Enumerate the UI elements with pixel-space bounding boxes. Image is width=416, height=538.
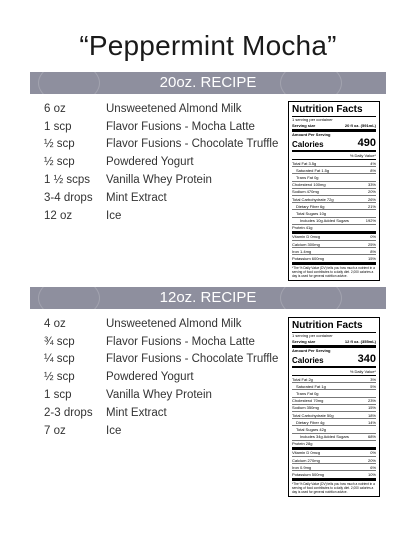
nutrient-row: [292, 255, 376, 264]
nutrient-label: Protein 28g: [292, 441, 313, 447]
nutrient-label: Saturated Fat 1.5g: [296, 167, 330, 173]
ingredient-name: Flavor Fusions - Chocolate Truffle: [106, 138, 279, 151]
nutrition-label-12oz: [288, 317, 380, 497]
calories-value: 490: [357, 137, 376, 149]
nutrient-row: [292, 203, 376, 210]
daily-value-header: % Daily Value*: [292, 152, 376, 160]
nutrient-row: [292, 419, 376, 426]
serving-size-value: 12 fl oz. (355mL): [344, 339, 376, 344]
ingredient-name: Vanilla Whey Protein: [106, 389, 212, 402]
ingredient-row: [44, 100, 284, 118]
ingredient-qty: 4 oz: [44, 317, 66, 330]
nutrient-label: Dietary Fiber 6g: [296, 203, 325, 209]
ingredient-row: [44, 171, 284, 189]
nutrient-label: Includes 34g Added Sugars: [300, 434, 349, 440]
nutrient-label: Potassium 500mg: [292, 472, 325, 478]
nutrient-label: Includes 10g Added Sugars: [300, 218, 349, 224]
nutrient-dv: 18%: [367, 412, 376, 418]
ingredient-name: Ice: [106, 424, 122, 437]
nutrition-heading: Nutrition Facts: [292, 104, 376, 117]
serving-size: [292, 338, 376, 348]
nutrient-label: Cholesterol 100mg: [292, 182, 326, 188]
ingredient-qty: 6 oz: [44, 102, 66, 115]
nutrient-label: Saturated Fat 1g: [296, 383, 326, 389]
calories-value: 340: [357, 353, 376, 365]
nutrient-row: [292, 471, 376, 480]
nutrient-row: [292, 426, 376, 433]
ingredient-qty: ¼ scp: [44, 353, 75, 366]
ingredient-row: [44, 136, 284, 154]
recipe-header: 12oz. RECIPE: [159, 289, 257, 306]
ingredient-row: [44, 404, 284, 422]
ingredient-qty: 1 scp: [44, 120, 72, 133]
ingredient-qty: 2-3 drops: [44, 406, 93, 419]
nutrient-row: [292, 390, 376, 397]
ingredient-row: [44, 207, 284, 225]
servings-per-container: 1 serving per container: [292, 333, 333, 338]
nutrient-row: [292, 241, 376, 248]
nutrient-dv: 33%: [367, 182, 376, 188]
swirl-decoration: [280, 287, 342, 309]
nutrient-dv: 10%: [367, 472, 376, 478]
ingredient-qty: ½ scp: [44, 371, 75, 384]
nutrient-row: [292, 225, 376, 234]
nutrient-label: Iron 1.4mg: [292, 248, 312, 254]
nutrient-label: Cholesterol 70mg: [292, 398, 324, 404]
swirl-decoration: [38, 72, 100, 94]
ingredient-qty: 7 oz: [44, 424, 66, 437]
serving-size-value: 20 fl oz. (591mL): [344, 123, 376, 128]
ingredient-name: Flavor Fusions - Mocha Latte: [106, 335, 255, 348]
nutrient-dv: 25%: [367, 241, 376, 247]
nutrient-label: Total Fat 3.5g: [292, 160, 317, 166]
nutrient-row: [292, 189, 376, 196]
nutrient-row: [292, 434, 376, 441]
ingredient-row: [44, 422, 284, 440]
calories-row: [292, 353, 376, 368]
ingredient-qty: 1 scp: [44, 389, 72, 402]
calories-label: Calories: [292, 356, 324, 365]
nutrient-dv: 3%: [370, 376, 376, 382]
serving-size-label: Serving size: [292, 123, 316, 128]
nutrient-dv: 6%: [370, 464, 376, 470]
ingredient-name: Vanilla Whey Protein: [106, 174, 212, 187]
nutrient-label: Total Carbohydrate 50g: [292, 412, 334, 418]
nutrient-dv: 5%: [370, 383, 376, 389]
ingredient-name: Powdered Yogurt: [106, 156, 194, 169]
nutrient-row: [292, 182, 376, 189]
ingredient-qty: ¾ scp: [44, 335, 75, 348]
nutrient-dv: 15%: [367, 256, 376, 262]
nutrient-dv: 26%: [367, 196, 376, 202]
ingredient-name: Flavor Fusions - Mocha Latte: [106, 120, 255, 133]
nutrient-dv: 68%: [367, 434, 376, 440]
nutrient-dv: 14%: [367, 419, 376, 425]
nutrient-row: [292, 383, 376, 390]
nutrient-dv: 192%: [365, 218, 376, 224]
swirl-decoration: [280, 72, 342, 94]
nutrient-row: [292, 218, 376, 225]
ingredient-name: Mint Extract: [106, 191, 167, 204]
nutrient-row: [292, 248, 376, 255]
nutrient-row: [292, 450, 376, 457]
recipe-banner-20oz: [30, 72, 386, 94]
nutrient-label: Calcium 270mg: [292, 457, 320, 463]
nutrient-label: Total Sugars 10g: [296, 210, 327, 216]
nutrient-row: [292, 196, 376, 203]
nutrient-label: Total Carbohydrate 72g: [292, 196, 334, 202]
ingredient-qty: 3-4 drops: [44, 191, 93, 204]
nutrition-footnote: *The % Daily Value (DV) tells you how much a nutrient in a serving of food contributes to a daily diet. 2,000 calories a day is used for general nutrition advice.: [292, 481, 375, 494]
nutrient-row: [292, 398, 376, 405]
ingredient-row: [44, 351, 284, 369]
ingredient-list-20oz: [44, 100, 284, 225]
ingredient-name: Flavor Fusions - Chocolate Truffle: [106, 353, 279, 366]
ingredient-row: [44, 368, 284, 386]
ingredient-name: Ice: [106, 209, 122, 222]
amount-per-serving: Amount Per Serving: [292, 132, 331, 137]
nutrient-row: [292, 412, 376, 419]
nutrient-row: [292, 405, 376, 412]
ingredient-list-12oz: [44, 315, 284, 440]
ingredient-row: [44, 118, 284, 136]
nutrient-row: [292, 464, 376, 471]
nutrient-label: Total Fat 2g: [292, 376, 313, 382]
serving-size-label: Serving size: [292, 339, 316, 344]
ingredient-qty: ½ scp: [44, 138, 75, 151]
nutrient-dv: 0%: [370, 450, 376, 456]
nutrient-label: Trans Fat 0g: [296, 390, 319, 396]
nutrient-label: Vitamin D 0mcg: [292, 234, 321, 240]
nutrient-label: Calcium 300mg: [292, 241, 320, 247]
recipe-header: 20oz. RECIPE: [159, 74, 257, 91]
nutrient-dv: 0%: [370, 234, 376, 240]
nutrient-row: [292, 160, 376, 167]
ingredient-row: [44, 315, 284, 333]
nutrient-label: Sodium 350mg: [292, 405, 319, 411]
nutrient-dv: 20%: [367, 457, 376, 463]
nutrient-row: [292, 167, 376, 174]
nutrient-dv: 15%: [367, 405, 376, 411]
nutrient-label: Vitamin D 0mcg: [292, 450, 321, 456]
ingredient-row: [44, 386, 284, 404]
nutrient-dv: 20%: [367, 189, 376, 195]
nutrient-row: [292, 210, 376, 217]
swirl-decoration: [38, 287, 100, 309]
nutrient-dv: 8%: [370, 248, 376, 254]
nutrient-dv: 23%: [367, 398, 376, 404]
daily-value-header: % Daily Value*: [292, 368, 376, 376]
ingredient-name: Powdered Yogurt: [106, 371, 194, 384]
servings-per-container: 1 serving per container: [292, 117, 333, 122]
nutrient-row: [292, 457, 376, 464]
nutrition-label-20oz: [288, 101, 380, 281]
nutrient-row: [292, 174, 376, 181]
amount-per-serving: Amount Per Serving: [292, 348, 331, 353]
page-title: “Peppermint Mocha”: [79, 30, 337, 61]
ingredient-name: Unsweetened Almond Milk: [106, 317, 242, 330]
nutrient-row: [292, 376, 376, 383]
ingredient-qty: 1 ½ scps: [44, 174, 91, 187]
nutrient-label: Trans Fat 0g: [296, 174, 319, 180]
nutrient-dv: 21%: [367, 203, 376, 209]
nutrition-heading: Nutrition Facts: [292, 320, 376, 333]
nutrient-label: Total Sugars 42g: [296, 426, 327, 432]
serving-size: [292, 122, 376, 132]
ingredient-row: [44, 333, 284, 351]
ingredient-qty: 12 oz: [44, 209, 73, 222]
nutrient-label: Potassium 600mg: [292, 256, 325, 262]
nutrient-label: Protein 41g: [292, 225, 313, 231]
nutrient-label: Sodium 470mg: [292, 189, 319, 195]
nutrient-row: [292, 234, 376, 241]
nutrient-label: Dietary Fiber 4g: [296, 419, 325, 425]
nutrition-footnote: *The % Daily Value (DV) tells you how much a nutrient in a serving of food contributes to a daily diet. 2,000 calories a day is used for general nutrition advice.: [292, 265, 375, 278]
nutrient-dv: 4%: [370, 160, 376, 166]
ingredient-name: Unsweetened Almond Milk: [106, 102, 242, 115]
ingredient-row: [44, 189, 284, 207]
calories-row: [292, 137, 376, 152]
nutrient-row: [292, 441, 376, 450]
ingredient-qty: ½ scp: [44, 156, 75, 169]
ingredient-name: Mint Extract: [106, 406, 167, 419]
ingredient-row: [44, 153, 284, 171]
nutrient-dv: 8%: [370, 167, 376, 173]
recipe-banner-12oz: [30, 287, 386, 309]
nutrient-label: Iron 0.9mg: [292, 464, 312, 470]
calories-label: Calories: [292, 140, 324, 149]
